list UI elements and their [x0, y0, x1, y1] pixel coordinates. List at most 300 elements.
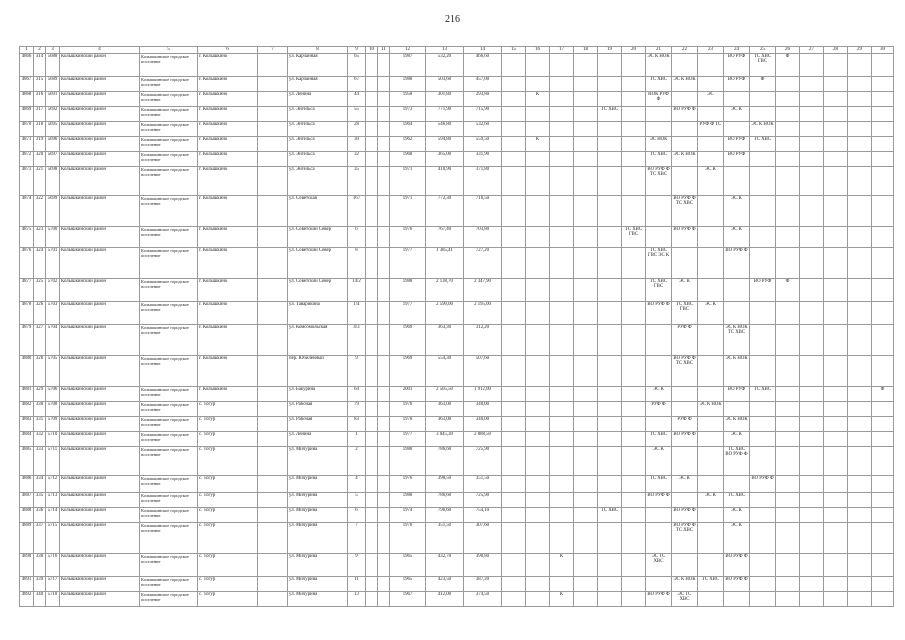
table-cell — [550, 137, 574, 152]
table-cell: 5699 — [46, 196, 60, 227]
table-cell — [672, 54, 698, 77]
table-cell: Колышкинское городское поселение — [140, 279, 198, 302]
column-number: 26 — [776, 47, 800, 54]
table-cell: Колышкинское городское поселение — [140, 92, 198, 107]
table-cell — [502, 493, 526, 508]
table-cell: Колышкинский район — [60, 402, 140, 417]
table-cell: 5710 — [46, 432, 60, 447]
table-cell: Колышкинское городское поселение — [140, 554, 198, 577]
table-cell: 387,20 — [464, 577, 502, 592]
table-cell — [750, 493, 776, 508]
table-cell — [872, 402, 894, 417]
table-cell: ТС ХВС ГВС ЭС К — [646, 248, 672, 279]
table-cell: 5692 — [46, 107, 60, 122]
table-cell — [378, 92, 390, 107]
table-cell: 28 — [348, 122, 366, 137]
table-cell: ул. Энгельса — [288, 167, 348, 196]
table-cell: 35 — [348, 167, 366, 196]
table-row — [20, 302, 894, 325]
table-cell: 363,00 — [426, 402, 464, 417]
table-cell — [502, 577, 526, 592]
table-cell: 532,60 — [464, 122, 502, 137]
table-cell: 5713 — [46, 493, 60, 508]
table-cell: ул. Мичурина — [288, 554, 348, 577]
column-number: 21 — [646, 47, 672, 54]
table-cell: 337 — [34, 523, 46, 554]
table-cell — [776, 523, 800, 554]
table-cell — [526, 356, 550, 387]
table-cell: Колышкинский район — [60, 107, 140, 122]
table-cell — [800, 493, 824, 508]
table-cell — [698, 508, 724, 523]
table-cell: Колышкинский район — [60, 417, 140, 432]
table-cell — [378, 417, 390, 432]
table-cell — [622, 152, 646, 167]
table-cell — [258, 387, 288, 402]
table-cell: 771,90 — [426, 107, 464, 122]
table-cell — [750, 554, 776, 577]
table-cell — [366, 493, 378, 508]
column-number: 27 — [800, 47, 824, 54]
table-cell: г. Колышкино — [198, 325, 258, 356]
table-cell — [824, 227, 848, 248]
table-cell — [698, 523, 724, 554]
table-cell — [848, 302, 872, 325]
table-cell: 2001 — [390, 387, 426, 402]
table-cell: 321 — [34, 167, 46, 196]
table-cell: К — [550, 554, 574, 577]
table-cell: 457,00 — [464, 77, 502, 92]
column-number: 4 — [60, 47, 140, 54]
table-cell — [646, 577, 672, 592]
table-cell — [378, 387, 390, 402]
table-cell — [258, 592, 288, 607]
table-cell — [502, 137, 526, 152]
table-cell — [848, 508, 872, 523]
table-cell: Колышкинское городское поселение — [140, 476, 198, 493]
table-row — [20, 387, 894, 402]
table-cell — [848, 402, 872, 417]
table-cell: 6 — [348, 227, 366, 248]
table-cell: 703,80 — [464, 227, 502, 248]
table-cell — [598, 167, 622, 196]
table-cell — [502, 356, 526, 387]
table-cell: ЭС К НОК — [672, 152, 698, 167]
table-cell — [258, 417, 288, 432]
table-cell — [750, 432, 776, 447]
table-row — [20, 248, 894, 279]
table-cell: 55 — [348, 107, 366, 122]
table-cell — [800, 554, 824, 577]
table-cell — [502, 167, 526, 196]
table-cell — [776, 92, 800, 107]
table-cell — [598, 196, 622, 227]
table-cell — [698, 227, 724, 248]
table-cell: г. Колышкино — [198, 356, 258, 387]
table-cell — [258, 447, 288, 476]
table-cell: ВО РУФ Ф — [724, 577, 750, 592]
table-cell — [800, 167, 824, 196]
table-cell: 363,00 — [426, 417, 464, 432]
table-cell: 754,10 — [464, 508, 502, 523]
table-cell — [776, 447, 800, 476]
table-cell: ЭС ТС ХВС — [672, 592, 698, 607]
table-row — [20, 92, 894, 107]
table-cell: ВО РУФ Ф ТС ХВС — [672, 196, 698, 227]
table-cell — [622, 325, 646, 356]
table-cell: ЭС К — [646, 387, 672, 402]
table-cell — [622, 279, 646, 302]
table-cell — [824, 508, 848, 523]
column-number-row — [20, 47, 894, 54]
table-row — [20, 325, 894, 356]
table-cell — [574, 137, 598, 152]
table-cell: ВО РУФ Ф — [750, 476, 776, 493]
table-cell — [574, 523, 598, 554]
table-cell: 4868 — [20, 92, 34, 107]
table-cell — [848, 592, 872, 607]
table-cell: ул. Рабочая — [288, 402, 348, 417]
column-number: 9 — [348, 47, 366, 54]
table-cell — [622, 122, 646, 137]
table-cell — [622, 54, 646, 77]
table-cell — [824, 196, 848, 227]
table-cell — [698, 196, 724, 227]
table-cell — [366, 577, 378, 592]
table-cell — [598, 227, 622, 248]
table-cell — [872, 508, 894, 523]
table-cell: 330 — [34, 402, 46, 417]
table-cell — [776, 476, 800, 493]
table-cell — [258, 325, 288, 356]
table-cell: с. Тогур — [198, 554, 258, 577]
table-cell: ЭС НОК — [646, 137, 672, 152]
table-cell: ТС ХВС — [598, 508, 622, 523]
table-cell — [622, 432, 646, 447]
table-cell — [824, 523, 848, 554]
table-cell: 1988 — [390, 279, 426, 302]
table-cell — [872, 107, 894, 122]
table-cell: 340,00 — [464, 417, 502, 432]
table-cell: ЭС ТС ХВС — [646, 554, 672, 577]
table-cell: с. Тогур — [198, 402, 258, 417]
table-cell — [776, 432, 800, 447]
table-cell: г. Колышкино — [198, 137, 258, 152]
table-cell — [872, 577, 894, 592]
table-cell — [800, 387, 824, 402]
table-cell — [598, 523, 622, 554]
table-cell — [848, 92, 872, 107]
table-cell — [622, 167, 646, 196]
table-cell — [378, 508, 390, 523]
table-cell — [598, 77, 622, 92]
column-number: 28 — [824, 47, 848, 54]
table-cell: 5705 — [46, 356, 60, 387]
table-cell — [622, 248, 646, 279]
table-cell — [824, 248, 848, 279]
table-cell: 9 — [348, 554, 366, 577]
table-cell: 507,60 — [464, 356, 502, 387]
table-cell — [824, 54, 848, 77]
table-cell — [776, 122, 800, 137]
table-cell — [872, 447, 894, 476]
table-row — [20, 476, 894, 493]
table-cell — [848, 577, 872, 592]
housing-register-table — [19, 46, 894, 607]
table-cell — [378, 122, 390, 137]
table-cell — [502, 92, 526, 107]
table-cell: К — [526, 92, 550, 107]
table-cell: 4 — [348, 476, 366, 493]
table-cell: 5688 — [46, 54, 60, 77]
table-row — [20, 196, 894, 227]
table-cell — [698, 325, 724, 356]
table-cell: 1/4 — [348, 302, 366, 325]
table-cell — [848, 279, 872, 302]
table-cell — [776, 152, 800, 167]
table-cell — [258, 92, 288, 107]
table-cell: 326 — [34, 302, 46, 325]
table-cell — [258, 107, 288, 122]
table-cell — [574, 592, 598, 607]
table-cell: 334 — [34, 476, 46, 493]
table-cell — [750, 167, 776, 196]
table-cell — [366, 279, 378, 302]
table-cell: 339 — [34, 577, 46, 592]
table-cell: 4867 — [20, 77, 34, 92]
table-cell: с. Тогур — [198, 493, 258, 508]
table-cell: ВО РУФ — [724, 54, 750, 77]
table-cell: 423,50 — [426, 577, 464, 592]
table-cell — [698, 248, 724, 279]
table-cell: Колышкинский район — [60, 476, 140, 493]
table-cell: 371,80 — [464, 167, 502, 196]
table-cell: 412,00 — [426, 592, 464, 607]
table-cell — [378, 523, 390, 554]
table-cell — [526, 107, 550, 122]
table-cell — [378, 592, 390, 607]
table-cell: с. Тогур — [198, 523, 258, 554]
table-cell: 4872 — [20, 152, 34, 167]
table-cell: ЭС К НОК — [724, 417, 750, 432]
table-cell: 320 — [34, 152, 46, 167]
table-cell: Колышкинский район — [60, 227, 140, 248]
table-cell — [526, 152, 550, 167]
table-cell — [824, 554, 848, 577]
table-cell — [750, 248, 776, 279]
table-cell — [646, 122, 672, 137]
table-cell — [872, 592, 894, 607]
table-cell — [776, 592, 800, 607]
table-cell: г. Колышкино — [198, 122, 258, 137]
table-cell — [502, 523, 526, 554]
table-cell — [872, 77, 894, 92]
table-cell: 333 — [34, 447, 46, 476]
table-cell: ВО РУФ Ф — [646, 493, 672, 508]
table-cell — [698, 432, 724, 447]
table-cell — [800, 152, 824, 167]
table-cell — [672, 387, 698, 402]
table-cell: ул. Мичурина — [288, 447, 348, 476]
table-cell: 4890 — [20, 554, 34, 577]
table-cell: Колышкинское городское поселение — [140, 54, 198, 77]
table-cell: Колышкинский район — [60, 302, 140, 325]
table-cell: ул. Энгельса — [288, 152, 348, 167]
table-cell — [550, 152, 574, 167]
table-cell — [724, 402, 750, 417]
table-cell — [800, 122, 824, 137]
table-cell: К — [526, 137, 550, 152]
table-cell — [800, 592, 824, 607]
table-cell — [698, 554, 724, 577]
table-cell — [574, 122, 598, 137]
table-cell — [800, 107, 824, 122]
column-number: 25 — [750, 47, 776, 54]
table-cell: с. Тогур — [198, 476, 258, 493]
table-cell: 725,90 — [464, 493, 502, 508]
table-cell — [574, 432, 598, 447]
table-cell — [366, 248, 378, 279]
table-cell: ул. Мичурина — [288, 508, 348, 523]
table-cell: Колышкинское городское поселение — [140, 248, 198, 279]
table-cell: 317 — [34, 107, 46, 122]
table-cell: ВО РУФ Ф — [646, 302, 672, 325]
table-cell: 554,30 — [426, 356, 464, 387]
table-row — [20, 107, 894, 122]
table-cell: 44 — [348, 92, 366, 107]
table-cell: 351,50 — [464, 476, 502, 493]
table-cell: 13 — [348, 592, 366, 607]
table-cell: 331 — [34, 417, 46, 432]
table-cell — [378, 167, 390, 196]
table-cell: 83 — [348, 417, 366, 432]
table-cell: с. Тогур — [198, 508, 258, 523]
table-cell — [800, 432, 824, 447]
column-number: 10 — [366, 47, 378, 54]
table-cell — [550, 447, 574, 476]
table-cell: 5701 — [46, 248, 60, 279]
column-number: 19 — [598, 47, 622, 54]
table-cell: пер. Юбилейный — [288, 356, 348, 387]
table-cell: 8 — [348, 248, 366, 279]
table-cell — [824, 432, 848, 447]
table-cell — [598, 592, 622, 607]
table-cell — [574, 493, 598, 508]
table-cell — [598, 279, 622, 302]
table-cell — [800, 279, 824, 302]
table-cell: с. Тогур — [198, 447, 258, 476]
table-cell — [724, 92, 750, 107]
table-cell: 2 138,70 — [426, 279, 464, 302]
table-cell — [258, 508, 288, 523]
table-cell: 65 — [348, 54, 366, 77]
column-number: 15 — [502, 47, 526, 54]
table-cell: 4880 — [20, 356, 34, 387]
table-cell: 4883 — [20, 417, 34, 432]
table-cell — [550, 279, 574, 302]
table-cell — [824, 279, 848, 302]
table-cell: ВО РУФ Ф — [672, 432, 698, 447]
table-cell: 559,50 — [464, 137, 502, 152]
table-cell — [550, 493, 574, 508]
table-cell: ТС ХВС — [646, 476, 672, 493]
table-cell — [776, 493, 800, 508]
table-cell: 1980 — [390, 493, 426, 508]
table-cell — [366, 476, 378, 493]
table-cell: 1965 — [390, 554, 426, 577]
table-cell — [848, 227, 872, 248]
table-cell: Ф — [776, 54, 800, 77]
table-cell — [698, 279, 724, 302]
table-row — [20, 54, 894, 77]
table-cell: ВО РУФ — [724, 387, 750, 402]
column-number: 11 — [378, 47, 390, 54]
table-cell: 338 — [34, 554, 46, 577]
table-cell: ТС ХВС — [598, 107, 622, 122]
table-cell: 4881 — [20, 387, 34, 402]
table-cell: Колышкинское городское поселение — [140, 302, 198, 325]
table-cell: 1980 — [390, 447, 426, 476]
table-cell — [872, 325, 894, 356]
table-cell — [378, 54, 390, 77]
table-cell — [526, 592, 550, 607]
table-cell — [366, 387, 378, 402]
table-cell — [526, 577, 550, 592]
table-cell — [258, 54, 288, 77]
table-cell: 4878 — [20, 302, 34, 325]
table-cell — [800, 523, 824, 554]
table-cell — [750, 577, 776, 592]
table-cell — [824, 325, 848, 356]
table-cell — [848, 476, 872, 493]
column-number: 5 — [140, 47, 198, 54]
table-cell — [366, 122, 378, 137]
table-row — [20, 167, 894, 196]
table-cell — [366, 152, 378, 167]
table-cell — [574, 417, 598, 432]
table-cell: 4892 — [20, 592, 34, 607]
table-cell: 2 195,00 — [464, 302, 502, 325]
table-cell: 1970 — [390, 402, 426, 417]
table-cell — [872, 167, 894, 196]
table-cell — [800, 92, 824, 107]
table-cell: ЭС К НОК — [724, 356, 750, 387]
table-cell — [776, 402, 800, 417]
table-cell: ТС ХВС ГВС — [622, 227, 646, 248]
table-cell: Колышкинский район — [60, 152, 140, 167]
table-cell — [800, 356, 824, 387]
table-cell — [550, 227, 574, 248]
table-cell: 767,40 — [426, 227, 464, 248]
table-cell: ВО РУФ — [750, 279, 776, 302]
table-cell — [502, 227, 526, 248]
table-cell — [848, 447, 872, 476]
table-cell — [824, 417, 848, 432]
table-cell: Колышкинский район — [60, 554, 140, 577]
table-cell: 301,80 — [426, 92, 464, 107]
table-cell: ЭС К НОК — [750, 122, 776, 137]
table-cell — [622, 402, 646, 417]
table-cell: 1969 — [390, 325, 426, 356]
table-cell — [378, 577, 390, 592]
table-cell: ЭС К — [724, 227, 750, 248]
table-cell: 727,20 — [464, 248, 502, 279]
table-cell — [672, 137, 698, 152]
table-cell — [502, 325, 526, 356]
table-cell: г. Колышкино — [198, 54, 258, 77]
table-cell: 390,80 — [464, 554, 502, 577]
table-cell: 5714 — [46, 508, 60, 523]
